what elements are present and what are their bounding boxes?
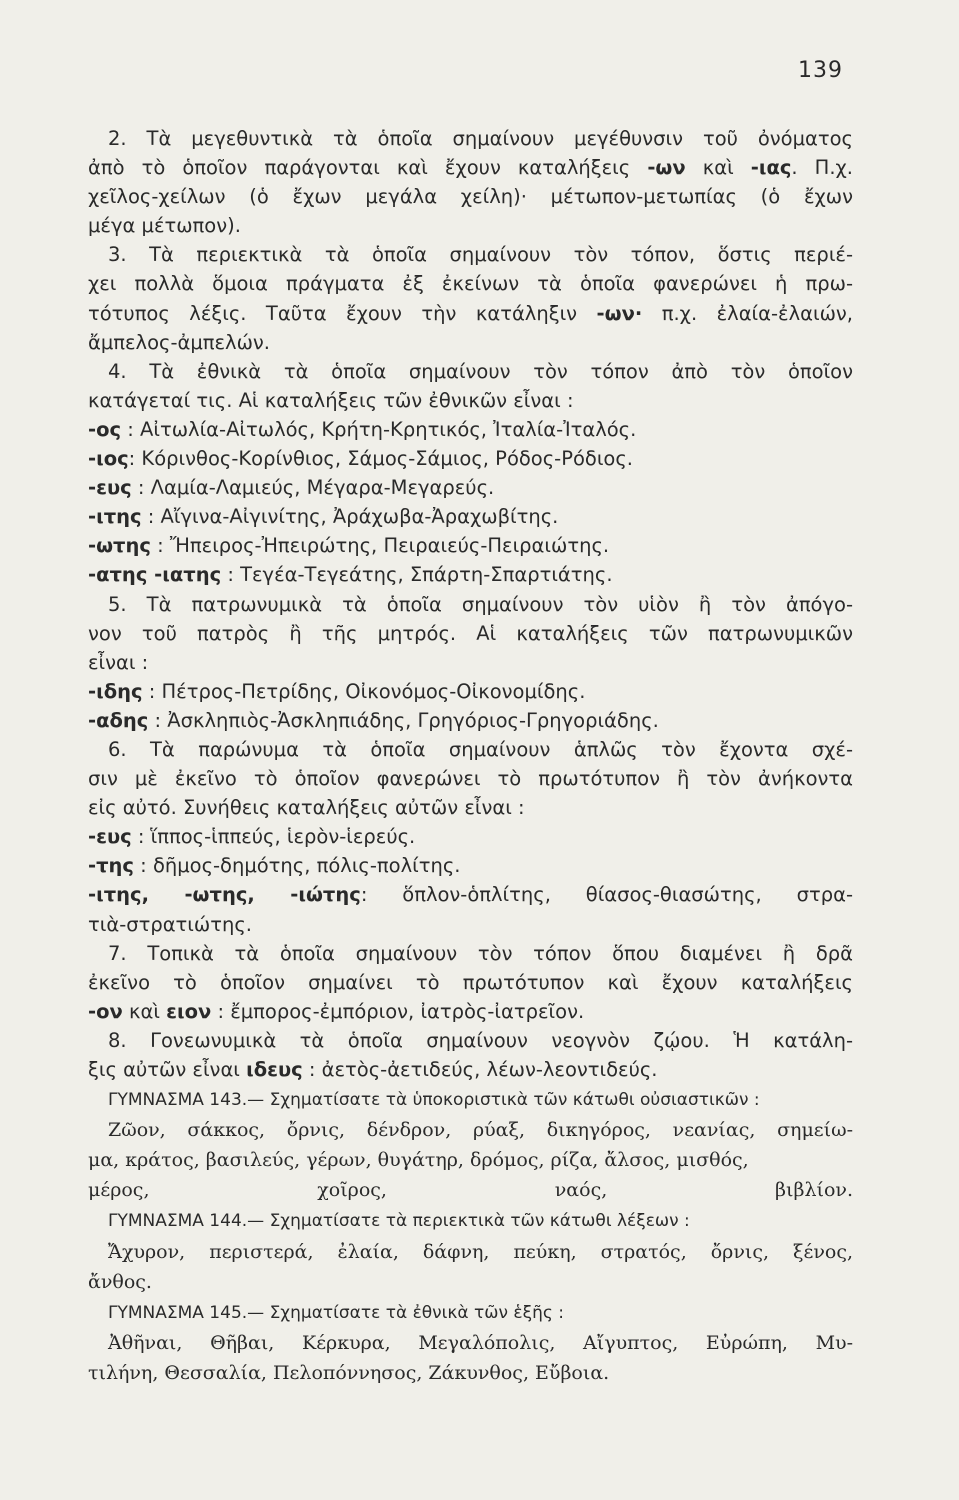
text-run: καὶ xyxy=(122,999,167,1023)
text-run: τότυπος λέξις. Ταῦτα ἔχουν τὴν κατάληξιν xyxy=(88,301,597,325)
text-run: ἄμπελος-ἀμπελών. xyxy=(88,330,270,354)
text-line xyxy=(88,502,853,531)
text-line xyxy=(88,1084,853,1115)
text-line xyxy=(88,386,853,415)
text-run: μα, κράτος, βασιλεύς, γέρων, θυγάτηρ, δρόμος, ρίζα, ἄλσος, μισθός, xyxy=(88,1149,749,1172)
text-run: : ἔμπορος-ἐμπόριον, ἰατρὸς-ἰατρεῖον. xyxy=(211,999,585,1023)
text-run: σιν μὲ ἐκεῖνο τὸ ὁποῖον φανερώνει τὸ πρωτότυπον ἢ τὸν ἀνήκοντα xyxy=(88,767,853,791)
suffix-term: -ων xyxy=(647,156,686,180)
text-run: ἀπὸ τὸ ὁποῖον παράγονται καὶ ἔχουν καταλήξεις xyxy=(88,156,648,180)
text-line xyxy=(88,182,853,211)
suffix-term: -ων· xyxy=(596,301,643,325)
suffix-term: ιδευς xyxy=(246,1058,303,1081)
text-run: : Πέτρος-Πετρίδης, Οἰκονόμος-Οἰκονομίδης. xyxy=(142,679,586,703)
text-line xyxy=(88,851,853,880)
text-line xyxy=(88,1237,853,1267)
suffix-term: -ιος xyxy=(88,447,129,471)
text-line xyxy=(88,328,853,357)
text-run: ΓΥΜΝΑΣΜΑ 143.— Σχηματίσατε τὰ ὑποκοριστικὰ τῶν κάτωθι οὐσιαστικῶν : xyxy=(108,1090,760,1111)
text-run: 3. Τὰ περιεκτικὰ τὰ ὁποῖα σημαίνουν τὸν τόπον, ὅστις περιέ- xyxy=(108,243,853,267)
text-line xyxy=(88,590,853,619)
text-run: 2. Τὰ μεγεθυντικὰ τὰ ὁποῖα σημαίνουν μεγέθυνσιν τοῦ ὀνόματος xyxy=(108,127,853,150)
body-text xyxy=(88,124,853,1388)
text-run: : Αἰτωλία-Αἰτωλός, Κρήτη-Κρητικός, Ἰταλία-Ἰταλός. xyxy=(121,417,637,441)
suffix-term: -ον xyxy=(88,999,123,1023)
text-run: ξις αὐτῶν εἶναι xyxy=(88,1058,247,1081)
text-run: ΓΥΜΝΑΣΜΑ 145.— Σχηματίσατε τὰ ἐθνικὰ τῶν ἑξῆς : xyxy=(108,1302,564,1323)
suffix-term: -ιτης xyxy=(88,505,142,529)
text-line xyxy=(88,1026,853,1055)
text-line xyxy=(88,211,853,240)
text-line xyxy=(88,968,853,997)
text-run: Ἀθῆναι, Θῆβαι, Κέρκυρα, Μεγαλόπολις, Αἴγυπτος, Εὐρώπη, Μυ- xyxy=(108,1331,853,1354)
text-run: κατάγεταί τις. Αἱ καταλήξεις τῶν ἐθνικῶν εἶναι : xyxy=(88,388,574,412)
text-run: : Κόρινθος-Κορίνθιος, Σάμος-Σάμιος, Ρόδος-Ρόδιος. xyxy=(128,447,634,471)
text-line xyxy=(88,619,853,648)
text-line xyxy=(88,124,853,153)
text-run: 8. Γονεωνυμικὰ τὰ ὁποῖα σημαίνουν νεογνὸν ζῴου. Ἡ κατάλη- xyxy=(108,1028,853,1052)
suffix-term: -ευς xyxy=(88,825,132,849)
text-line xyxy=(88,269,853,298)
text-line xyxy=(88,357,853,386)
text-run: : Τεγέα-Τεγεάτης, Σπάρτη-Σπαρτιάτης. xyxy=(221,563,613,587)
text-run: μέρος, χοῖρος, ναός, βιβλίον. xyxy=(88,1179,853,1202)
text-line xyxy=(88,997,853,1026)
text-line xyxy=(88,1205,853,1236)
suffix-term: -ιτης, -ωτης, -ιώτης xyxy=(88,883,361,907)
text-run: : Ἀσκληπιὸς-Ἀσκληπιάδης, Γρηγόριος-Γρηγοριάδης. xyxy=(148,708,659,732)
suffix-term: -ιδης xyxy=(88,679,143,703)
text-run: χει πολλὰ ὅμοια πράγματα ἐξ ἐκείνων τὰ ὁποῖα φανερώνει ἡ πρω- xyxy=(88,272,853,296)
text-line xyxy=(88,240,853,269)
text-run: : Ἤπειρος-Ἠπειρώτης, Πειραιεύς-Πειραιώτης. xyxy=(150,534,610,558)
text-run: ΓΥΜΝΑΣΜΑ 144.— Σχηματίσατε τὰ περιεκτικὰ τῶν κάτωθι λέξεων : xyxy=(108,1211,690,1232)
text-line xyxy=(88,473,853,502)
text-line xyxy=(88,531,853,560)
text-run: τιὰ-στρατιώτης. xyxy=(88,912,252,936)
suffix-term: -ωτης xyxy=(88,534,151,558)
text-line xyxy=(88,1358,853,1388)
text-run: 6. Τὰ παρώνυμα τὰ ὁποῖα σημαίνουν ἁπλῶς τὸν ἔχοντα σχέ- xyxy=(108,737,853,761)
suffix-term: -αδης xyxy=(88,708,149,732)
text-run: μέγα μέτωπον). xyxy=(88,214,241,238)
text-run: : ἵππος-ἱππεύς, ἱερὸν-ἱερεύς. xyxy=(131,825,416,849)
text-run: 4. Τὰ ἐθνικὰ τὰ ὁποῖα σημαίνουν τὸν τόπον ἀπὸ τὸν ὁποῖον xyxy=(108,359,853,383)
text-run: Ζῶον, σάκκος, ὄρνις, δένδρον, ρύαξ, δικηγόρος, νεανίας, σημείω- xyxy=(108,1119,853,1142)
text-line xyxy=(88,677,853,706)
text-run: : δῆμος-δημότης, πόλις-πολίτης. xyxy=(133,854,461,878)
text-line xyxy=(88,1328,853,1358)
text-run: : Λαμία-Λαμιεύς, Μέγαρα-Μεγαρεύς. xyxy=(131,476,495,500)
text-run: ἄνθος. xyxy=(88,1270,152,1293)
text-line xyxy=(88,764,853,793)
text-line xyxy=(88,1115,853,1145)
text-line xyxy=(88,415,853,444)
text-run: χεῖλος-χείλων (ὁ ἔχων μεγάλα χείλη)· μέτωπον-μετωπίας (ὁ ἔχων xyxy=(88,185,853,209)
text-line xyxy=(88,444,853,473)
suffix-term: -ος xyxy=(88,417,122,441)
suffix-term: -της xyxy=(88,854,134,878)
suffix-term: -ιας xyxy=(750,156,792,180)
text-line xyxy=(88,1175,853,1205)
text-line xyxy=(88,735,853,764)
text-run: Ἄχυρον, περιστερά, ἐλαία, δάφνη, πεύκη, στρατός, ὄρνις, ξένος, xyxy=(108,1240,853,1263)
text-run: ἐκεῖνο τὸ ὁποῖον σημαίνει τὸ πρωτότυπον καὶ ἔχουν καταλήξεις xyxy=(88,970,853,994)
text-run: . Π.χ. xyxy=(791,156,853,180)
text-line xyxy=(88,560,853,589)
text-run: : Αἴγινα-Αἰγινίτης, Ἀράχωβα-Ἀραχωβίτης. xyxy=(141,505,559,529)
text-line xyxy=(88,822,853,851)
suffix-term: ειον xyxy=(166,999,212,1023)
text-run: εἶναι : xyxy=(88,650,149,674)
text-line xyxy=(88,299,853,328)
page-number: 139 xyxy=(798,58,843,83)
text-run: 5. Τὰ πατρωνυμικὰ τὰ ὁποῖα σημαίνουν τὸν υἱὸν ἢ τὸν ἀπόγο- xyxy=(108,592,853,616)
suffix-term: -ατης -ιατης xyxy=(88,563,222,587)
text-line xyxy=(88,880,853,909)
text-line xyxy=(88,1055,853,1084)
text-run: : ἀετὸς-ἀετιδεύς, λέων-λεοντιδεύς. xyxy=(302,1058,658,1081)
text-line xyxy=(88,706,853,735)
text-line xyxy=(88,1267,853,1297)
text-line xyxy=(88,1297,853,1328)
text-run: : ὅπλον-ὁπλίτης, θίασος-θιασώτης, στρα- xyxy=(360,883,853,907)
text-line xyxy=(88,910,853,939)
text-line xyxy=(88,793,853,822)
text-run: καὶ xyxy=(685,156,751,180)
text-run: π.χ. ἐλαία-ἐλαιών, xyxy=(642,301,853,325)
text-run: νον τοῦ πατρὸς ἢ τῆς μητρός. Αἱ καταλήξεις τῶν πατρωνυμικῶν xyxy=(88,621,853,645)
text-run: 7. Τοπικὰ τὰ ὁποῖα σημαίνουν τὸν τόπον ὅπου διαμένει ἢ δρᾶ xyxy=(108,941,853,965)
text-line xyxy=(88,939,853,968)
text-run: τιλήνη, Θεσσαλία, Πελοπόννησος, Ζάκυνθος, Εὔβοια. xyxy=(88,1361,610,1384)
suffix-term: -ευς xyxy=(88,476,132,500)
text-run: εἰς αὐτό. Συνήθεις καταλήξεις αὐτῶν εἶναι : xyxy=(88,796,525,820)
text-line xyxy=(88,153,853,182)
text-line xyxy=(88,648,853,677)
text-line xyxy=(88,1145,853,1175)
